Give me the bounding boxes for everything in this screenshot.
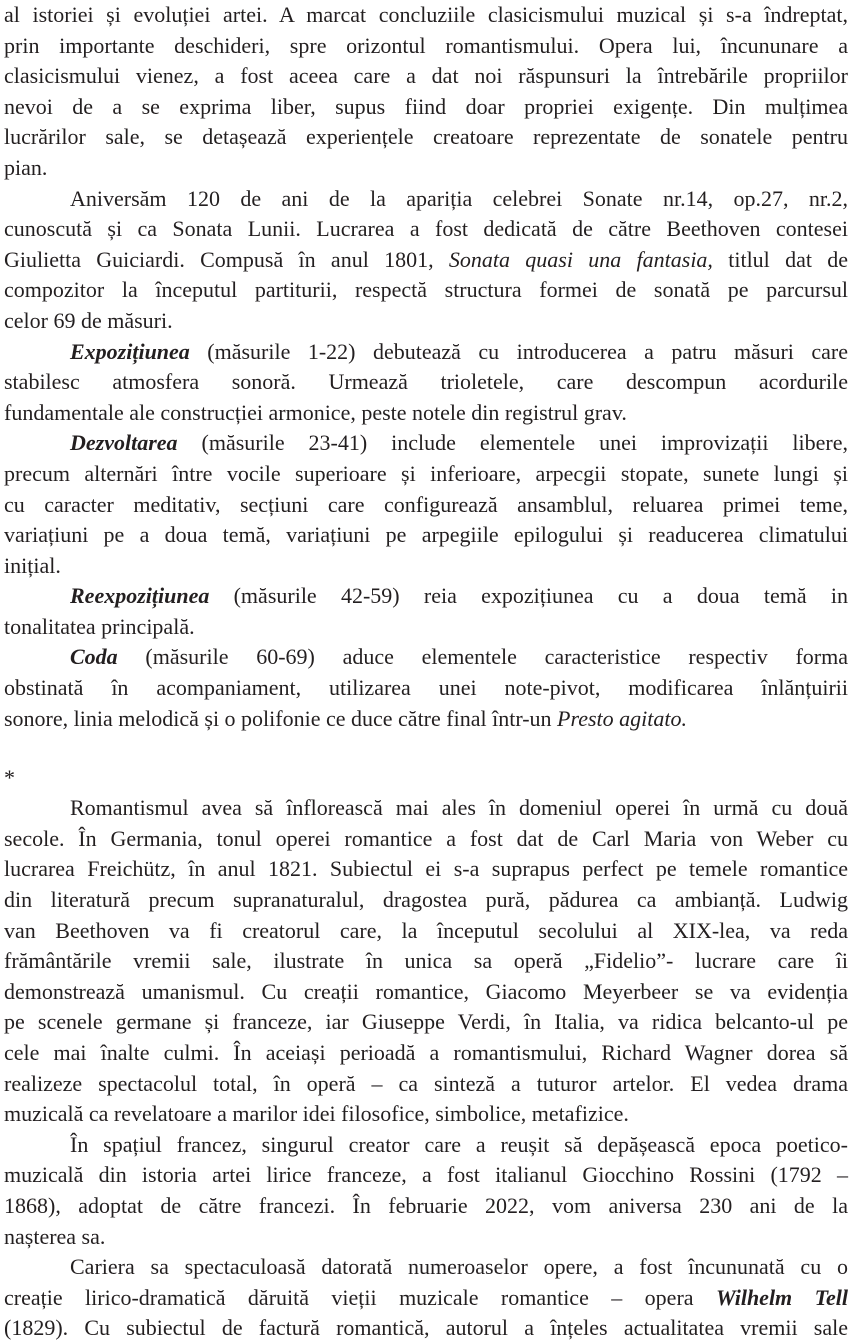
- text-line: inițial.: [4, 552, 61, 578]
- text-run: titlul dat de: [728, 246, 849, 272]
- text-line: demonstrează umanismul. Cu creații romantice, Giacomo Meyerbeer se va evidenția: [4, 978, 848, 1004]
- text-line: prin importante deschideri, spre orizontul romantismului. Opera lui, încununare a: [4, 32, 848, 58]
- text-line: nașterea sa.: [4, 1223, 106, 1249]
- text-line: secole. În Germania, tonul operei romantice a fost dat de Carl Maria von Weber cu: [4, 825, 848, 851]
- text-run: Giulietta Guiciardi. Compusă în anul 1801,: [4, 246, 434, 272]
- paragraph-coda: [4, 642, 848, 734]
- text-run: creație lirico-dramatică dăruită vieții muzicale romantice – opera: [4, 1284, 694, 1310]
- opera-title: Wilhelm Tell: [715, 1284, 848, 1310]
- text-line: [4, 704, 848, 735]
- text-line: din literatură precum supranaturalul, dragostea pură, pădurea ca ambianță. Ludwig: [4, 887, 848, 913]
- text-line: 1868), adoptat de către francezi. În februarie 2022, vom aniversa 230 ani de la: [4, 1192, 848, 1218]
- section-term: Expozițiunea: [70, 338, 190, 364]
- text-line: pian.: [4, 154, 48, 180]
- paragraph-gap: [4, 734, 848, 763]
- text-line: fundamentale ale construcției armonice, peste notele din registrul grav.: [4, 399, 627, 425]
- text-line: [4, 581, 848, 612]
- paragraph-exposition: [4, 337, 848, 429]
- text-line: [4, 1283, 848, 1314]
- section-term: Dezvoltarea: [70, 430, 178, 456]
- text-line: [4, 642, 848, 673]
- paragraph-development: [4, 428, 848, 581]
- text-line: al istoriei și evoluției artei. A marcat concluziile clasicismului muzical și s-a îndreptat,: [4, 2, 848, 27]
- text-line: muzicală din istoria artei lirice franceze, a fost italianul Giocchino Rossini (1792 –: [4, 1162, 848, 1188]
- text-run: (măsurile 60-69) aduce elementele caracteristice respectiv forma: [145, 644, 849, 670]
- text-line: van Beethoven va fi creatorul care, la începutul secolului al XIX-lea, va reda: [4, 917, 848, 943]
- text-line: lucrarea Freichütz, în anul 1821. Subiectul ei s-a suprapus perfect pe temele romantice: [4, 856, 848, 882]
- italic-tempo: Presto agitato.: [557, 705, 687, 731]
- paragraph-recapitulation: [4, 581, 848, 642]
- italic-title: Sonata quasi una fantasia,: [448, 246, 713, 272]
- paragraph-moonlight-sonata: [4, 184, 848, 337]
- text-line: frământările vremii sale, ilustrate în unica sa operă „Fidelio”- lucrare care îi: [4, 948, 848, 974]
- text-line: obstinată în acompaniament, utilizarea unei note-pivot, modificarea înlănțuirii: [4, 675, 848, 701]
- section-term: Reexpozițiunea: [70, 583, 210, 609]
- text-line: cu caracter meditativ, secțiuni care configurează ansamblul, reluarea primei teme,: [4, 491, 848, 517]
- paragraph-wilhelm-tell: [4, 1252, 848, 1344]
- text-line: tonalitatea principală.: [4, 613, 195, 639]
- text-line: variațiuni pe a doua temă, variațiuni pe arpegiile epilogului și readucerea climatului: [4, 522, 848, 548]
- text-line: compozitor la începutul partiturii, respectă structura formei de sonată pe parcursul: [4, 277, 848, 303]
- text-run: (măsurile 1-22) debutează cu introducerea a patru măsuri care: [207, 338, 848, 364]
- text-line: nevoi de a se exprima liber, supus fiind doar propriei exigențe. Din mulțimea: [4, 93, 848, 119]
- section-separator: [4, 763, 848, 793]
- paragraph-rossini: [4, 1130, 848, 1252]
- text-line: Cariera sa spectaculoasă datorată numeroaselor opere, a fost încununată cu o: [70, 1254, 848, 1280]
- text-line: Aniversăm 120 de ani de la apariția celebrei Sonate nr.14, op.27, nr.2,: [70, 185, 848, 211]
- text-line: [4, 337, 848, 368]
- text-line: muzicală ca revelatoare a marilor idei filosofice, simbolice, metafizice.: [4, 1101, 629, 1127]
- paragraph-beethoven-intro: [4, 0, 848, 184]
- text-line: celor 69 de măsuri.: [4, 307, 173, 333]
- text-line: realizeze spectacolul total, în operă – ca sinteză a tuturor artelor. El vedea drama: [4, 1070, 848, 1096]
- text-line: precum alternări între vocile superioare și inferioare, arpecgii stopate, sunete lungi și: [4, 460, 848, 486]
- text-line: Romantismul avea să înflorească mai ales în domeniul operei în urmă cu două: [70, 795, 848, 821]
- text-line: (1829). Cu subiectul de factură romantică, autorul a înțeles actualitatea vremii sale: [4, 1315, 848, 1341]
- text-line: [4, 245, 848, 276]
- text-line: clasicismului vienez, a fost aceea care a dat noi răspunsuri la întrebările propriilor: [4, 63, 848, 89]
- text-run: sonore, linia melodică și o polifonie ce duce către final într-un: [4, 705, 552, 731]
- text-run: (măsurile 42-59) reia expozițiunea cu a doua temă in: [233, 583, 848, 609]
- asterisk: *: [4, 765, 15, 791]
- paragraph-romanticism: [4, 793, 848, 1130]
- text-line: cele mai înalte culmi. În aceiași perioadă a romantismului, Richard Wagner dorea să: [4, 1040, 848, 1065]
- section-term: Coda: [70, 644, 118, 670]
- text-line: stabilesc atmosfera sonoră. Urmează trioletele, care descompun acordurile: [4, 369, 848, 395]
- text-line: cunoscută și ca Sonata Lunii. Lucrarea a fost dedicată de către Beethoven contesei: [4, 216, 848, 242]
- text-line: În spațiul francez, singurul creator care a reușit să depășească epoca poetico-: [70, 1131, 848, 1157]
- text-run: (măsurile 23-41) include elementele unei improvizații libere,: [201, 430, 849, 456]
- text-line: pe scenele germane și franceze, iar Giuseppe Verdi, în Italia, va ridica belcanto-ul pe: [4, 1009, 848, 1035]
- text-line: lucrărilor sale, se detașează experiențele creatoare reprezentate de sonatele pentru: [4, 124, 848, 150]
- text-line: [4, 428, 848, 459]
